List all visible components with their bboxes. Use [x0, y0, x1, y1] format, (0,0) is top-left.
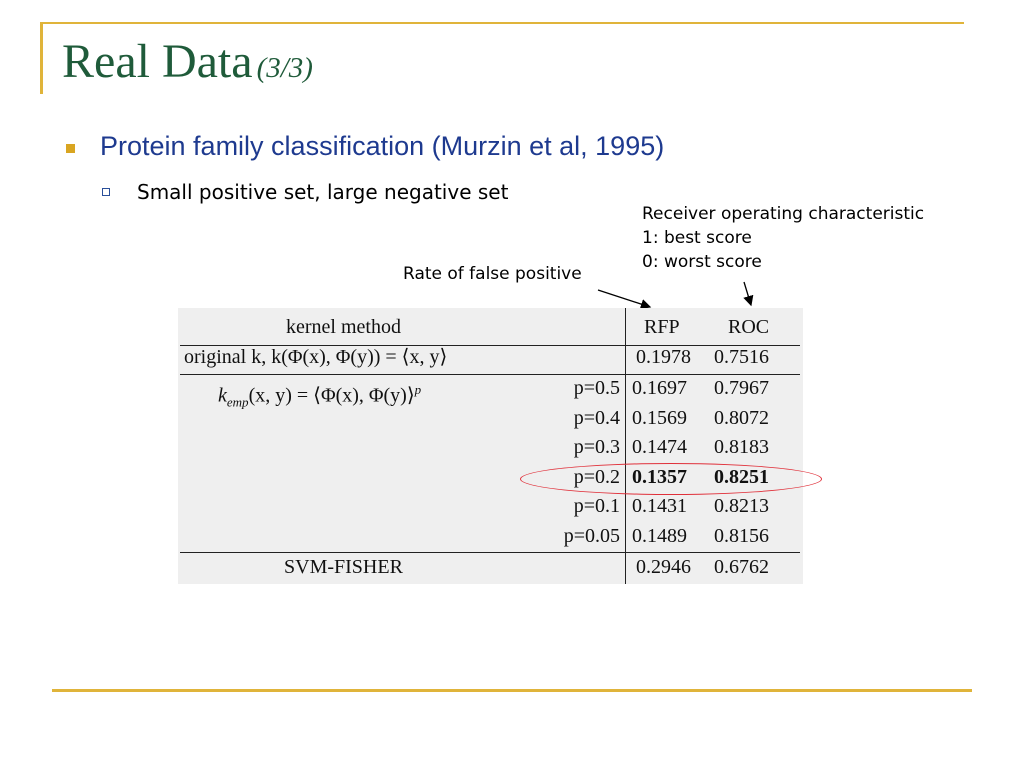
kemp-subscript: emp [226, 394, 249, 410]
table-row-rfp: 0.1474 [632, 436, 687, 459]
table-row-roc: 0.8156 [714, 525, 769, 547]
slide-title-suffix: (3/3) [256, 52, 313, 84]
table-row-p: p=0.05 [563, 525, 620, 547]
row-original-label: original k, k(Φ(x), Φ(y)) = ⟨x, y⟩ [184, 346, 448, 368]
sub-bullet-small-positive-set: Small positive set, large negative set [137, 180, 509, 204]
bullet-protein-classification: Protein family classification (Murzin et al, 1995) [100, 131, 665, 161]
table-row-roc: 0.7967 [714, 377, 769, 399]
table-row-p: p=0.4 [573, 406, 620, 429]
rfp-arrow [598, 290, 650, 307]
table-row-roc: 0.8251 [714, 465, 769, 488]
table-row-rfp: 0.1431 [632, 495, 687, 518]
table-row-roc: 0.8183 [714, 436, 769, 459]
kemp-rest: (x, y) = ⟨Φ(x), Φ(y)⟩ [248, 384, 415, 407]
table-row-p: p=0.1 [573, 495, 620, 518]
results-table [178, 308, 803, 584]
table-row-rfp: 0.1697 [632, 377, 687, 399]
table-row-rfp: 0.1357 [632, 465, 687, 488]
header-rfp: RFP [644, 316, 680, 338]
header-roc: ROC [728, 316, 770, 338]
table-original-rule [180, 374, 800, 375]
annotation-roc-line2: 1: best score [642, 228, 752, 248]
table-row-rfp: 0.1489 [632, 525, 687, 547]
kemp-superscript: p [414, 382, 422, 397]
row-svm-rfp: 0.2946 [636, 556, 691, 578]
kemp-k: k [218, 384, 227, 407]
annotation-rfp: Rate of false positive [403, 264, 582, 284]
row-svm-label: SVM-FISHER [284, 556, 403, 578]
annotation-roc-line1: Receiver operating characteristic [642, 204, 925, 224]
table-row-rfp: 0.1569 [632, 406, 687, 429]
table-vertical-rule [625, 308, 626, 584]
table-row-p: p=0.3 [573, 436, 620, 459]
table-row-roc: 0.8072 [714, 406, 769, 429]
row-kemp-formula [218, 376, 421, 417]
annotation-roc-line3: 0: worst score [642, 252, 762, 272]
slide-title-main: Real Data [62, 35, 253, 88]
row-original-roc: 0.7516 [714, 346, 769, 368]
row-original-rfp: 0.1978 [636, 346, 691, 368]
table-row-p: p=0.5 [573, 377, 620, 399]
header-kernel-method: kernel method [286, 316, 401, 338]
highlight-ellipse [520, 463, 822, 495]
table-row-p: p=0.2 [573, 465, 620, 488]
roc-arrow [744, 282, 751, 305]
table-svm-rule [180, 552, 800, 553]
row-svm-roc: 0.6762 [714, 556, 769, 578]
table-row-roc: 0.8213 [714, 495, 769, 518]
